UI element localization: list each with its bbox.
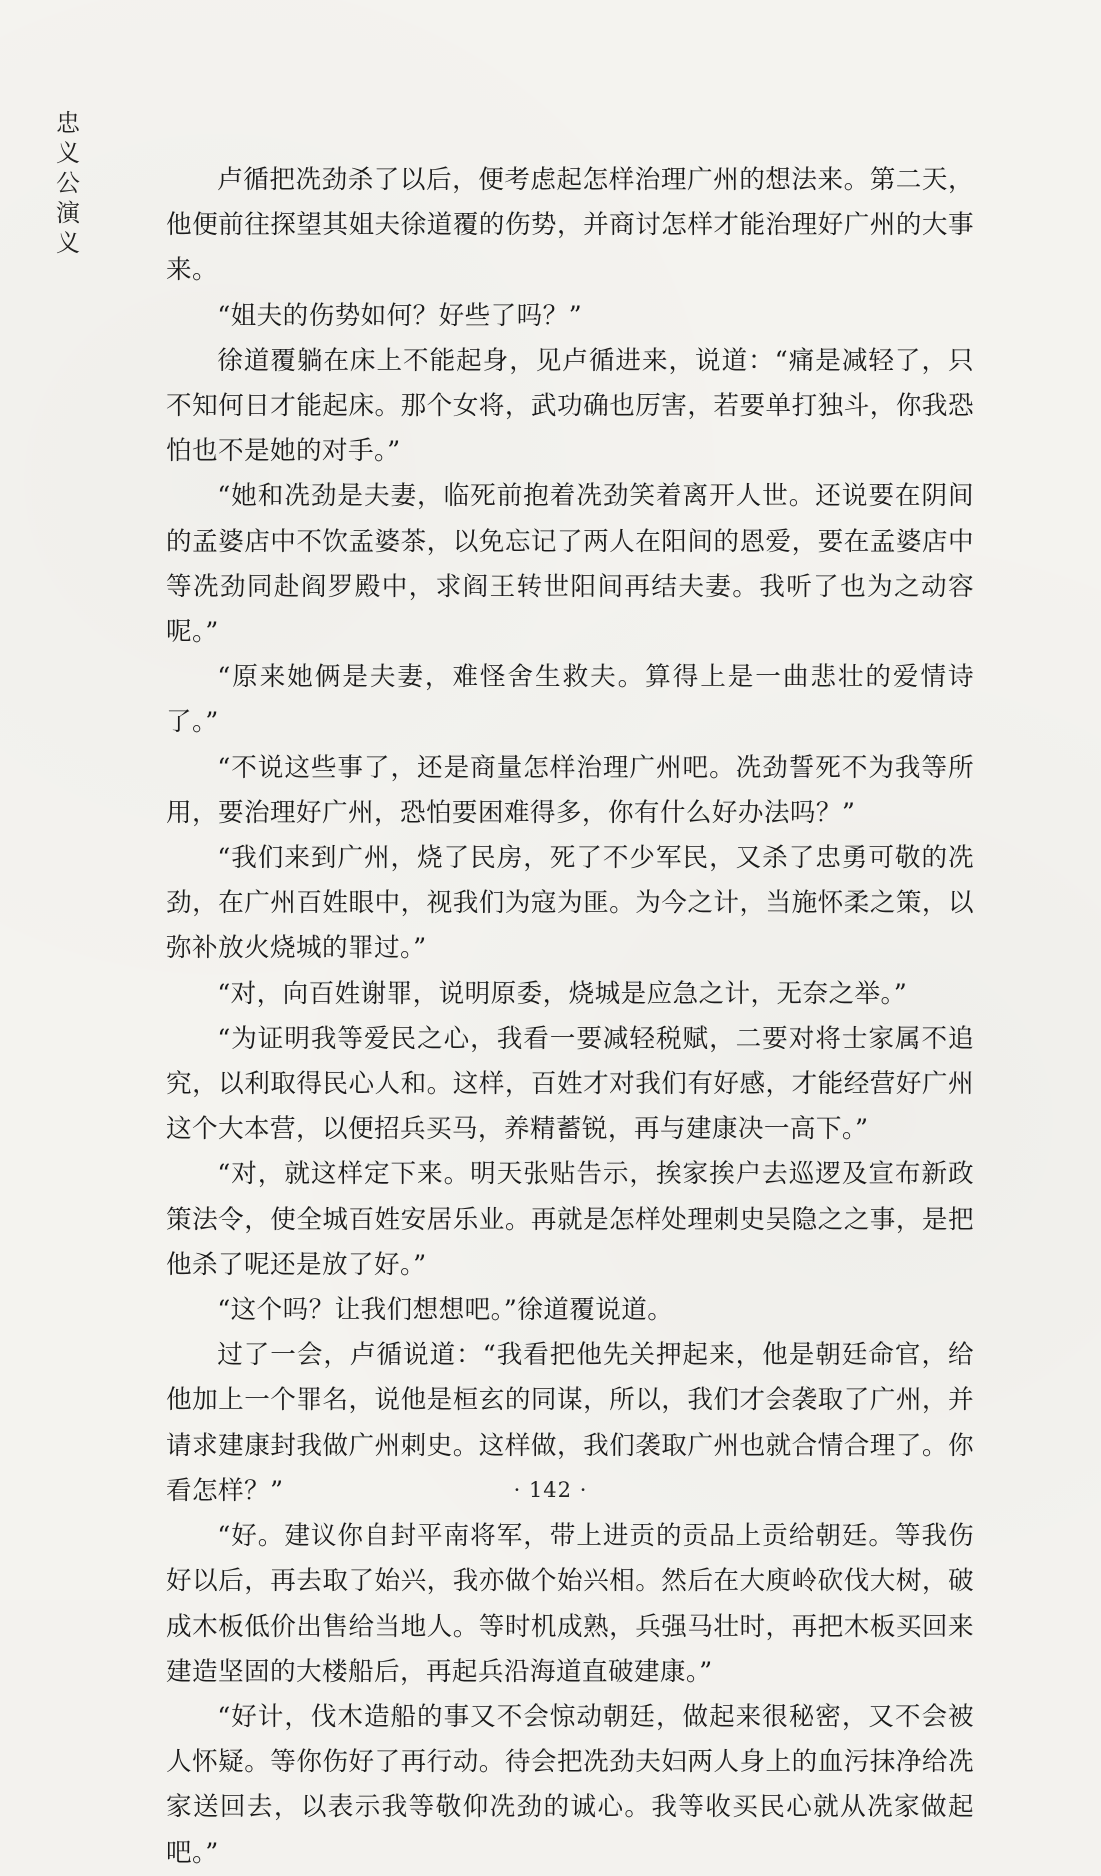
- paragraph: “姐夫的伤势如何？好些了吗？”: [217, 300, 583, 331]
- paragraph: “为证明我等爱民之心，我看一要减轻税赋，二要对将士家属不追究，以利取得民心人和。这样，百姓才对我们有好感，才能经营好广州这个大本营，以便招兵买马，养精蓄锐，再与建康决一高下。”: [166, 1023, 974, 1145]
- paragraph: “这个吗？让我们想想吧。”徐道覆说道。: [217, 1295, 674, 1326]
- page-number: · 142 ·: [513, 1478, 588, 1502]
- paragraph: “我们来到广州，烧了民房，死了不少军民，又杀了忠勇可敬的冼劲，在广州百姓眼中，视我们为寇为匪。为今之计，当施怀柔之策，以弥补放火烧城的罪过。”: [166, 843, 974, 964]
- paragraph: 卢循把冼劲杀了以后，便考虑起怎样治理广州的想法来。第二天，他便前往探望其姐夫徐道覆的伤势，并商讨怎样才能治理好广州的大事来。: [166, 165, 974, 286]
- paragraph: “原来她俩是夫妻，难怪舍生救夫。算得上是一曲悲壮的爱情诗了。”: [166, 662, 974, 738]
- paragraph: “对，向百姓谢罪，说明原委，烧城是应急之计，无奈之举。”: [217, 978, 908, 1009]
- paragraph: 徐道覆躺在床上不能起身，见卢循进来，说道：“痛是减轻了，只不知何日才能起床。那个女将，武功确也厉害，若要单打独斗，你我恐怕也不是她的对手。”: [166, 345, 974, 467]
- body-text: [166, 158, 974, 1876]
- paragraph: “对，就这样定下来。明天张贴告示，挨家挨户去巡逻及宣布新政策法令，使全城百姓安居乐业。再就是怎样处理刺史吴隐之之事，是把他杀了呢还是放了好。”: [166, 1159, 974, 1280]
- paragraph: “好。建议你自封平南将军，带上进贡的贡品上贡给朝廷。等我伤好以后，再去取了始兴，我亦做个始兴相。然后在大庾岭砍伐大树，破成木板低价出售给当地人。等时机成熟，兵强马壮时，再把木板买回来建造坚固的大楼船后，再起兵沿海道直破建康。”: [166, 1521, 974, 1687]
- paragraph: 过了一会，卢循说道：“我看把他先关押起来，他是朝廷命官，给他加上一个罪名，说他是桓玄的同谋，所以，我们才会袭取了广州，并请求建康封我做广州刺史。这样做，我们袭取广州也就合情合理了。你看怎样？”: [166, 1340, 974, 1506]
- paragraph: “不说这些事了，还是商量怎样治理广州吧。冼劲誓死不为我等所用，要治理好广州，恐怕要困难得多，你有什么好办法吗？”: [166, 752, 974, 828]
- running-head: 忠义公演义: [56, 109, 80, 257]
- paragraph: “她和冼劲是夫妻，临死前抱着冼劲笑着离开人世。还说要在阴间的孟婆店中不饮孟婆茶，以免忘记了两人在阳间的恩爱，要在孟婆店中等冼劲同赴阎罗殿中，求阎王转世阳间再结夫妻。我听了也为之动容呢。”: [166, 481, 974, 648]
- paragraph: “好计，伐木造船的事又不会惊动朝廷，做起来很秘密，又不会被人怀疑。等你伤好了再行动。待会把冼劲夫妇两人身上的血污抹净给冼家送回去，以表示我等敬仰冼劲的诚心。我等收买民心就从冼家做起吧。”: [166, 1701, 974, 1868]
